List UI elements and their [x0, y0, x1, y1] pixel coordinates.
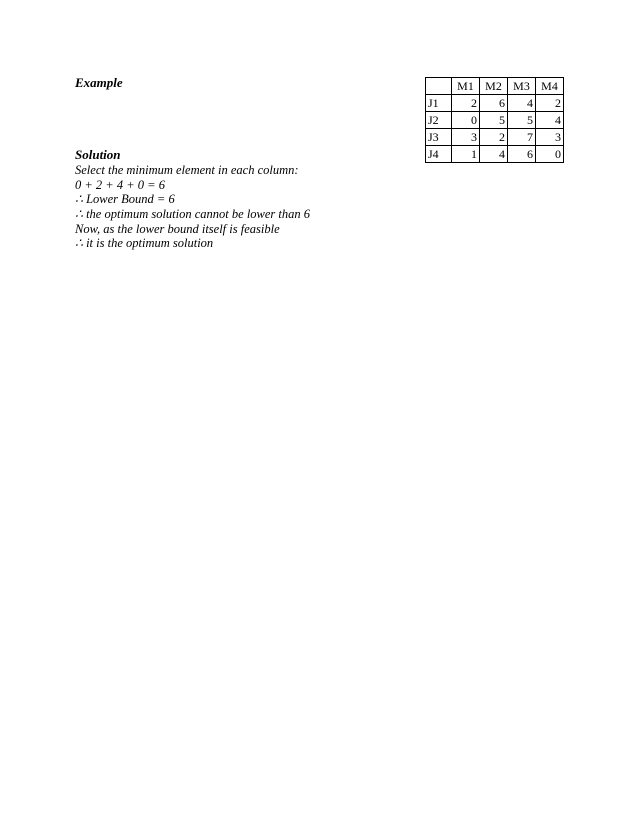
solution-body [75, 163, 310, 251]
table-header-row [426, 78, 564, 95]
solution-line-instruction: Select the minimum element in each column: [75, 163, 299, 177]
table-cell: 6 [508, 146, 536, 163]
table-cell: 3 [536, 129, 564, 146]
solution-line-sum: 0 + 2 + 4 + 0 = 6 [75, 177, 165, 192]
row-header-j2: J2 [426, 112, 452, 129]
solution-heading: Solution [75, 147, 121, 162]
table-cell: 5 [508, 112, 536, 129]
table-row [426, 95, 564, 112]
table-cell: 4 [508, 95, 536, 112]
column-header-m1: M1 [452, 78, 480, 95]
row-header-j3: J3 [426, 129, 452, 146]
column-header-m4: M4 [536, 78, 564, 95]
table-cell: 6 [480, 95, 508, 112]
solution-line-conclusion: ∴ it is the optimum solution [75, 236, 214, 251]
table-cell: 4 [480, 146, 508, 163]
table-cell: 5 [480, 112, 508, 129]
example-heading: Example [75, 75, 123, 90]
solution-line-cannot-be-lower: ∴ the optimum solution cannot be lower than 6 [75, 207, 311, 222]
solution-line-feasible: Now, as the lower bound itself is feasible [75, 221, 280, 236]
table-row [426, 146, 564, 163]
table-cell: 2 [536, 95, 564, 112]
table-cell: 1 [452, 146, 480, 163]
column-header-m2: M2 [480, 78, 508, 95]
table-cell: 2 [480, 129, 508, 146]
cost-matrix-table [425, 77, 564, 163]
table-cell: 0 [536, 146, 564, 163]
table-corner-cell [426, 78, 452, 95]
column-header-m3: M3 [508, 78, 536, 95]
table-cell: 3 [452, 129, 480, 146]
row-header-j1: J1 [426, 95, 452, 112]
table-row [426, 129, 564, 146]
solution-line-lower-bound: ∴ Lower Bound = 6 [75, 192, 175, 207]
table-cell: 2 [452, 95, 480, 112]
table-cell: 0 [452, 112, 480, 129]
table-cell: 7 [508, 129, 536, 146]
table-row [426, 112, 564, 129]
table-cell: 4 [536, 112, 564, 129]
row-header-j4: J4 [426, 146, 452, 163]
